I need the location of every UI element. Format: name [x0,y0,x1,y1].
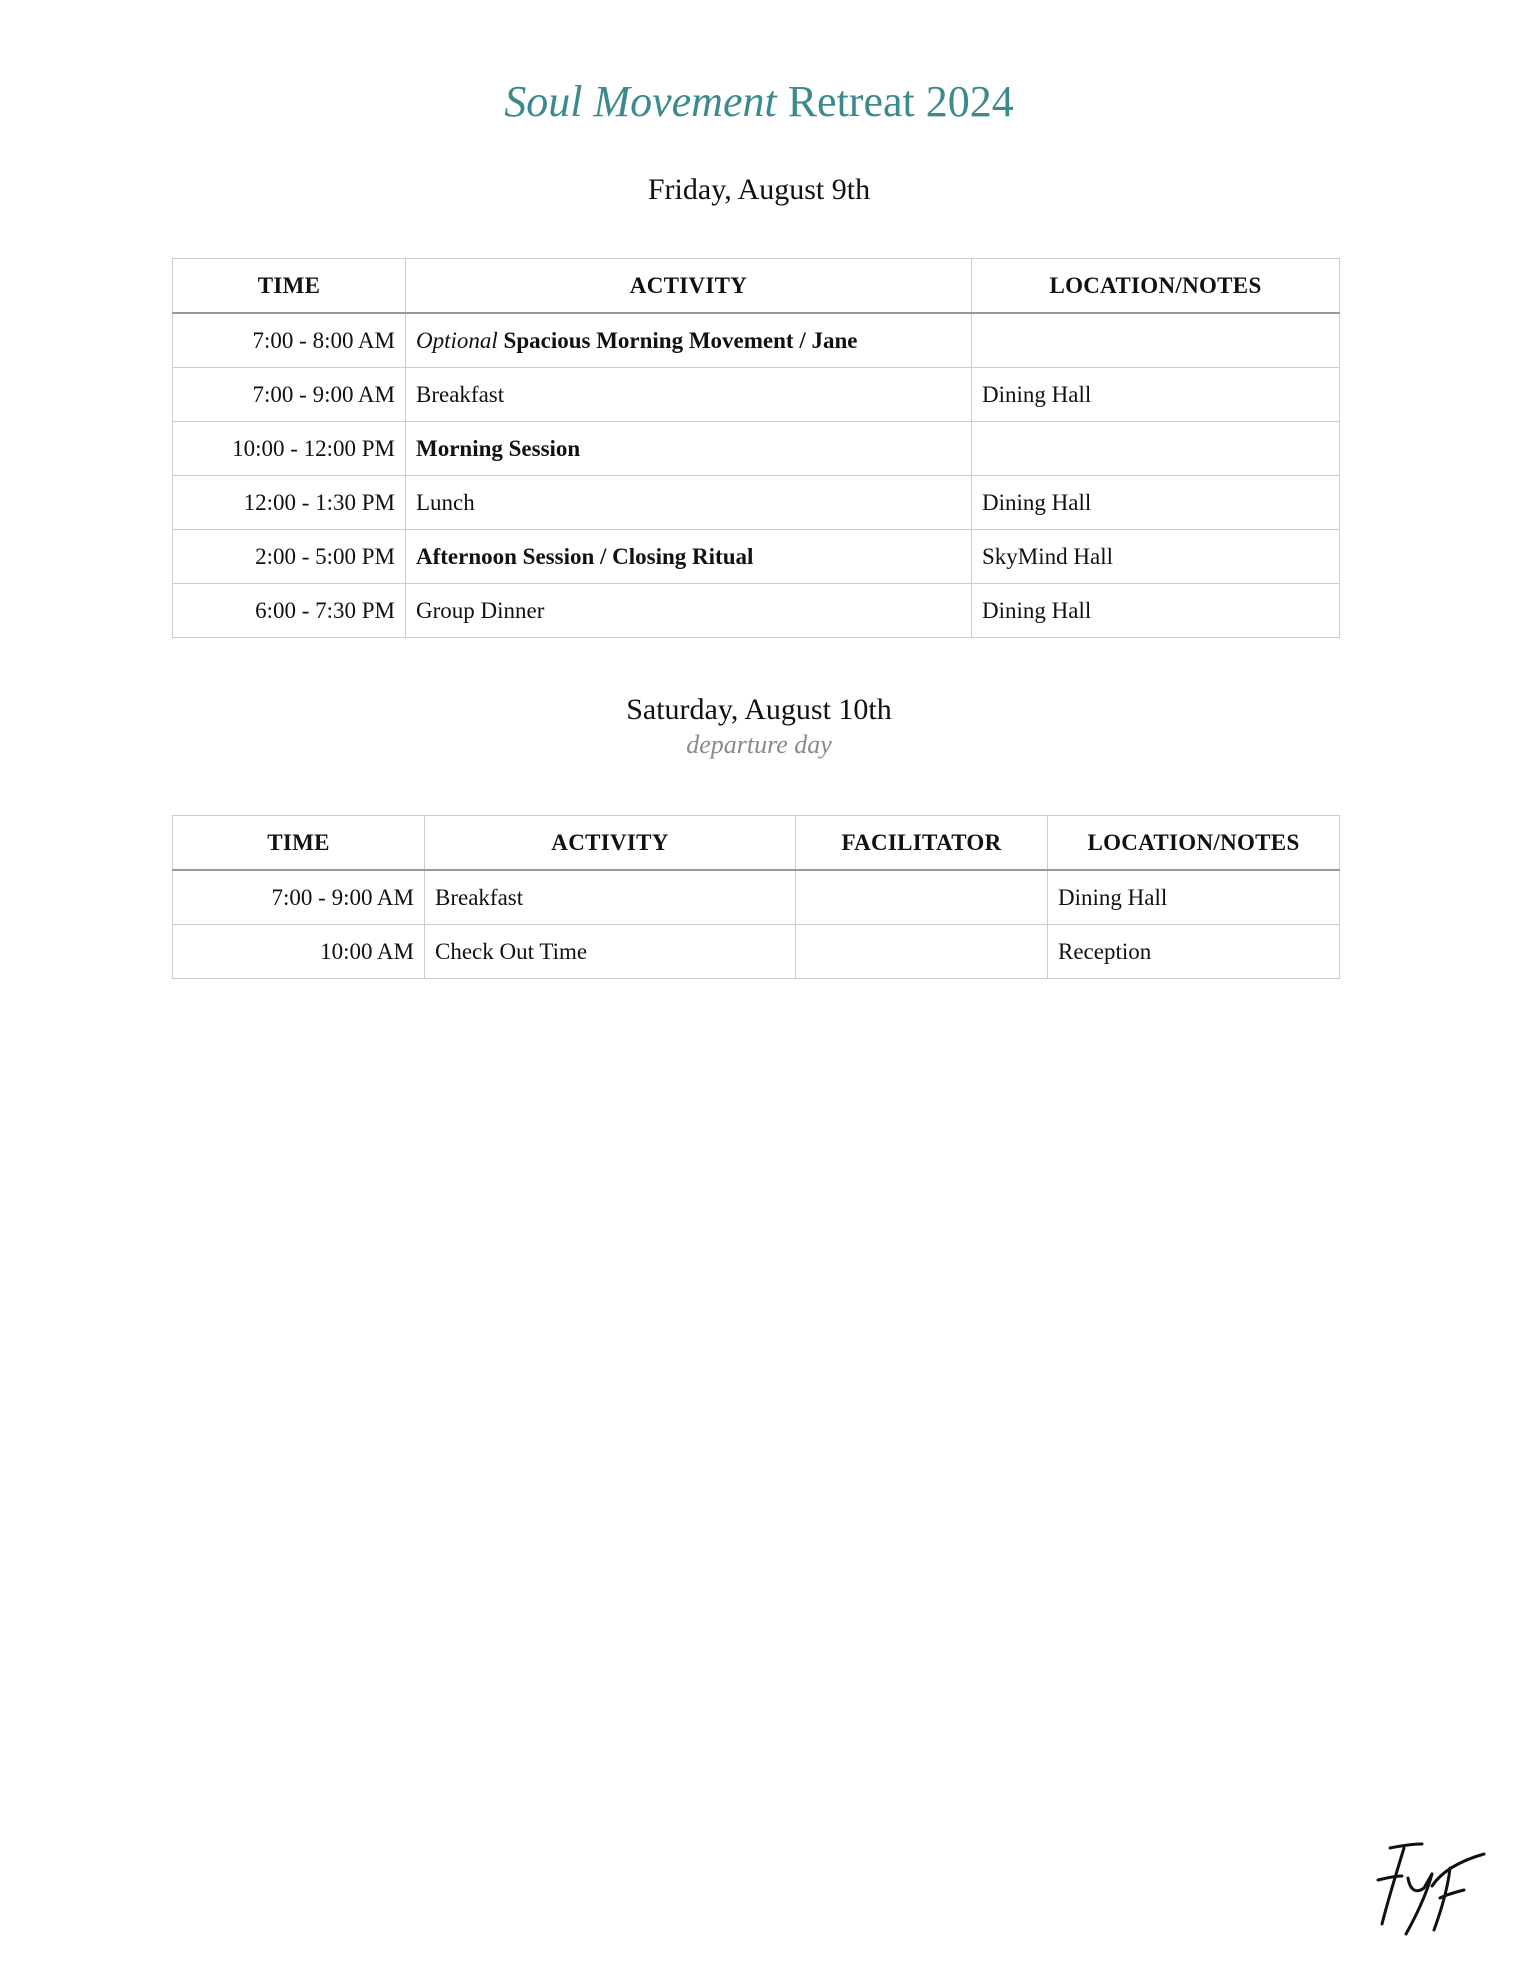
saturday-heading: Saturday, August 10th [626,693,892,726]
row-time: 6:00 - 7:30 PM [173,584,406,638]
saturday-subheading: departure day [686,730,832,759]
table-row [173,925,1340,979]
signature-icon [1368,1838,1490,1938]
table-row [173,476,1340,530]
row-location: Dining Hall [972,476,1340,530]
column-header-facilitator: FACILITATOR [796,816,1048,871]
table-row [173,313,1340,368]
table-row [173,530,1340,584]
column-header-time: TIME [173,259,406,314]
optional-label: Optional [416,327,498,353]
row-activity: Lunch [406,476,972,530]
row-activity: Breakfast [425,870,796,925]
row-location: Dining Hall [972,368,1340,422]
row-activity: Check Out Time [425,925,796,979]
row-location [972,313,1340,368]
row-time: 7:00 - 9:00 AM [173,368,406,422]
row-activity [406,313,972,368]
table-row [173,368,1340,422]
row-facilitator [796,870,1048,925]
column-header-location: LOCATION/NOTES [1048,816,1340,871]
row-location: SkyMind Hall [972,530,1340,584]
row-time: 10:00 AM [173,925,425,979]
row-time: 10:00 - 12:00 PM [173,422,406,476]
column-header-activity: ACTIVITY [406,259,972,314]
table-row [173,584,1340,638]
row-location [972,422,1340,476]
row-location: Dining Hall [1048,870,1340,925]
column-header-activity: ACTIVITY [425,816,796,871]
row-activity: Breakfast [406,368,972,422]
row-time: 12:00 - 1:30 PM [173,476,406,530]
friday-schedule-table [172,258,1340,638]
title-italic-part: Soul Movement [504,77,777,126]
table-row [173,870,1340,925]
row-facilitator [796,925,1048,979]
table-row [173,422,1340,476]
table-header-row [173,816,1340,871]
friday-heading: Friday, August 9th [647,173,871,206]
row-activity: Afternoon Session / Closing Ritual [406,530,972,584]
row-time: 7:00 - 8:00 AM [173,313,406,368]
column-header-location: LOCATION/NOTES [972,259,1340,314]
row-time: 2:00 - 5:00 PM [173,530,406,584]
title-regular-part: Retreat 2024 [787,77,1014,126]
row-activity: Morning Session [406,422,972,476]
activity-title: Spacious Morning Movement / Jane [503,327,858,353]
row-activity: Group Dinner [406,584,972,638]
page-title [0,78,1518,126]
column-header-time: TIME [173,816,425,871]
row-location: Dining Hall [972,584,1340,638]
row-time: 7:00 - 9:00 AM [173,870,425,925]
row-location: Reception [1048,925,1340,979]
table-header-row [173,259,1340,314]
saturday-schedule-table [172,815,1340,979]
